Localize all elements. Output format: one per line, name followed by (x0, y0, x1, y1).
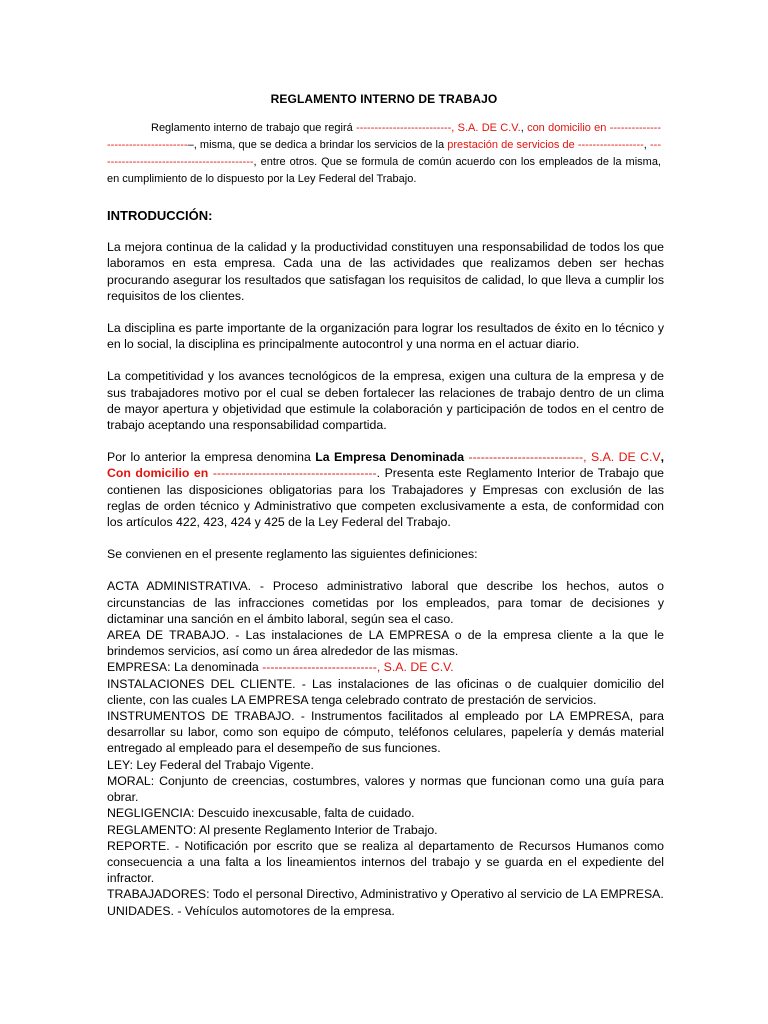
definition-area: AREA DE TRABAJO. - Las instalaciones de LA EMPRESA o de la empresa cliente a la que le brindemos servicios, así como un área alrededor de las mismas. (107, 628, 664, 659)
declaration-comma: , (660, 450, 664, 465)
definition-moral: MORAL: Conjunto de creencias, costumbres, valores y normas que funcionan como una guía para obrar. (107, 773, 664, 805)
definition-instrumentos: INSTRUMENTOS DE TRABAJO. - Instrumentos facilitados al empleado por LA EMPRESA, para desarrollar su labor, como son equipo de cómputo, teléfonos celulares, papelería y demás material entregado al empleado para el desempeño de sus funciones. (107, 709, 664, 756)
intro-text-2: , (520, 122, 528, 134)
definition-acta: ACTA ADMINISTRATIVA. - Proceso administrativo laboral que describe los hechos, autos o circunstancias de las infracciones cometidas por los empleados, para tomar de decisiones y dictaminar una sanción en el ámbito laboral, según sea el caso. (107, 579, 664, 626)
definition-reglamento: REGLAMENTO: Al presente Reglamento Interior de Trabajo. (107, 822, 438, 837)
declaration-text-1: Por lo anterior la empresa denomina (107, 450, 316, 465)
definition-trabajadores: TRABAJADORES: Todo el personal Directivo, Administrativo y Operativo al servicio de LA EMPRESA. (107, 887, 664, 902)
intro-text-3: –, misma, que se dedica a brindar los servicios de la (187, 139, 448, 151)
definition-empresa-text: EMPRESA: La denominada (107, 660, 263, 675)
paragraph-discipline: La disciplina es parte importante de la organización para lograr los resultados de éxito en lo técnico y en lo social, la disciplina es principalmente autocontrol y una norma en el actuar diario. (107, 321, 664, 352)
paragraph-definitions-intro: Se convienen en el presente reglamento las siguientes definiciones: (107, 547, 478, 562)
document-title: REGLAMENTO INTERNO DE TRABAJO (270, 92, 498, 106)
definition-negligencia: NEGLIGENCIA: Descuido inexcusable, falta de cuidado. (107, 806, 415, 821)
section-heading: INTRODUCCIÓN: (107, 208, 213, 223)
definitions-list (107, 578, 664, 918)
paragraph-competitiveness: La competitividad y los avances tecnológicos de la empresa, exigen una cultura de la empresa y de sus trabajadores motivo por el cual se deben fortalecer las relaciones de trabajo dentro de un clima de mayor apertura y objetividad que estimule la colaboración y participación de todos en el centro de trabajo aceptando una responsabilidad compartida. (107, 369, 664, 433)
company-placeholder-2: ----------------------------, S.A. DE C.V (464, 450, 661, 465)
definition-instalaciones: INSTALACIONES DEL CLIENTE. - Las instalaciones de las oficinas o de cualquier domicilio del cliente, con las cuales LA EMPRESA tenga celebrado contrato de prestación de servicios. (107, 676, 664, 707)
address-placeholder: con domicilio en ------------------------------------ (107, 122, 661, 151)
paragraph-company-declaration (107, 449, 664, 530)
intro-text-5: , entre otros. Que se formula de común acuerdo con los empleados de la misma, en cumplimiento de lo dispuesto por la Ley Federal del Trabajo. (107, 156, 661, 185)
definition-empresa (107, 659, 664, 675)
address-placeholder-2: ---------------------------------------- (208, 466, 377, 481)
definition-empresa-placeholder: ----------------------------, S.A. DE C.V. (262, 660, 454, 675)
intro-text-4: , (643, 139, 651, 151)
company-name: La Empresa Denominada (315, 450, 465, 465)
paragraph-quality: La mejora continua de la calidad y la productividad constituyen una responsabilidad de todos los que laboramos en esta empresa. Cada una de las actividades que realizamos deben ser hechas procurando asegurar los resultados que satisfagan los requisitos de calidad, lo que lleva a cumplir los requisitos de los clientes. (107, 240, 664, 303)
services-placeholder: prestación de servicios de ------------------ (447, 139, 644, 151)
address-label: Con domicilio en (107, 466, 209, 481)
definition-ley: LEY: Ley Federal del Trabajo Vigente. (107, 757, 314, 772)
definition-unidades: UNIDADES. - Vehículos automotores de la empresa. (107, 903, 395, 918)
intro-paragraph (107, 120, 661, 188)
definition-reporte: REPORTE. - Notificación por escrito que se realiza al departamento de Recursos Humanos como consecuencia a una falta a los lineamientos internos del trabajo y se guarda en el expediente del infractor. (107, 838, 664, 886)
document-body (107, 208, 664, 919)
other-placeholder: ------------------------------------------- (107, 139, 662, 168)
declaration-text-2: . Presenta este Reglamento Interior de Trabajo que contienen las disposiciones obligatorias para los Trabajadores y Empresas con exclusión de las reglas de orden técnico y Administrativo que competen exclusivamente a esta, de conformidad con los artículos 422, 423, 424 y 425 de la Ley Federal del Trabajo. (107, 466, 664, 530)
company-placeholder: --------------------------, S.A. DE C.V. (356, 122, 521, 134)
intro-text-1: Reglamento interno de trabajo que regirá (151, 122, 357, 134)
